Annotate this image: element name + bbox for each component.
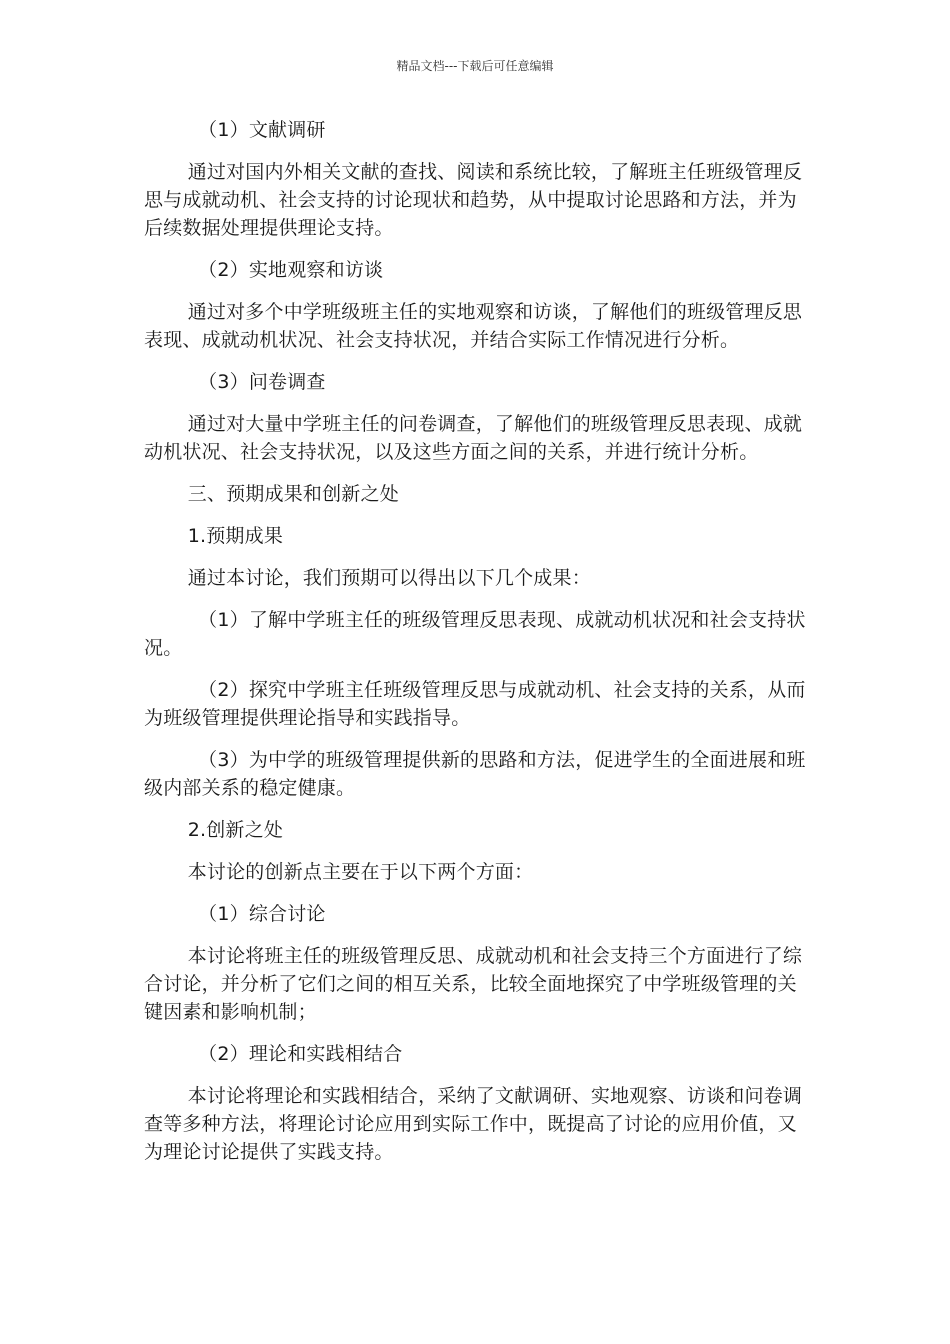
document-body <box>144 116 808 1180</box>
body-paragraph: 本讨论将理论和实践相结合，采纳了文献调研、实地观察、访谈和问卷调查等多种方法，将理论讨论应用到实际工作中，既提高了讨论的应用价值，又为理论讨论提供了实践支持。 <box>144 1085 803 1163</box>
list-item: （2）探究中学班主任班级管理反思与成就动机、社会支持的关系，从而为班级管理提供理论指导和实践指导。 <box>144 679 806 729</box>
body-paragraph: 通过对国内外相关文献的查找、阅读和系统比较，了解班主任班级管理反思与成就动机、社会支持的讨论现状和趋势，从中提取讨论思路和方法，并为后续数据处理提供理论支持。 <box>144 161 803 239</box>
chapter-heading: 三、预期成果和创新之处 <box>187 483 399 505</box>
page-header: 精品文档---下载后可任意编辑 <box>396 59 554 73</box>
list-item: （1）了解中学班主任的班级管理反思表现、成就动机状况和社会支持状况。 <box>144 609 806 659</box>
section-heading: （1）综合讨论 <box>198 903 326 925</box>
body-paragraph: 本讨论的创新点主要在于以下两个方面： <box>187 861 534 883</box>
body-paragraph: 本讨论将班主任的班级管理反思、成就动机和社会支持三个方面进行了综合讨论，并分析了它们之间的相互关系，比较全面地探究了中学班级管理的关键因素和影响机制； <box>144 945 803 1023</box>
section-heading: （3）问卷调查 <box>198 371 326 393</box>
subsection-heading: 2.创新之处 <box>187 819 284 841</box>
body-paragraph: 通过对大量中学班主任的问卷调查，了解他们的班级管理反思表现、成就动机状况、社会支持状况，以及这些方面之间的关系，并进行统计分析。 <box>144 413 803 463</box>
section-heading: （2）实地观察和访谈 <box>198 259 384 281</box>
body-paragraph: 通过对多个中学班级班主任的实地观察和访谈，了解他们的班级管理反思表现、成就动机状况、社会支持状况，并结合实际工作情况进行分析。 <box>144 301 803 351</box>
body-paragraph: 通过本讨论，我们预期可以得出以下几个成果： <box>187 567 591 589</box>
section-heading: （1）文献调研 <box>198 119 326 141</box>
list-item: （3）为中学的班级管理提供新的思路和方法，促进学生的全面进展和班级内部关系的稳定健康。 <box>144 749 806 799</box>
subsection-heading: 1.预期成果 <box>187 525 284 547</box>
section-heading: （2）理论和实践相结合 <box>198 1043 403 1065</box>
